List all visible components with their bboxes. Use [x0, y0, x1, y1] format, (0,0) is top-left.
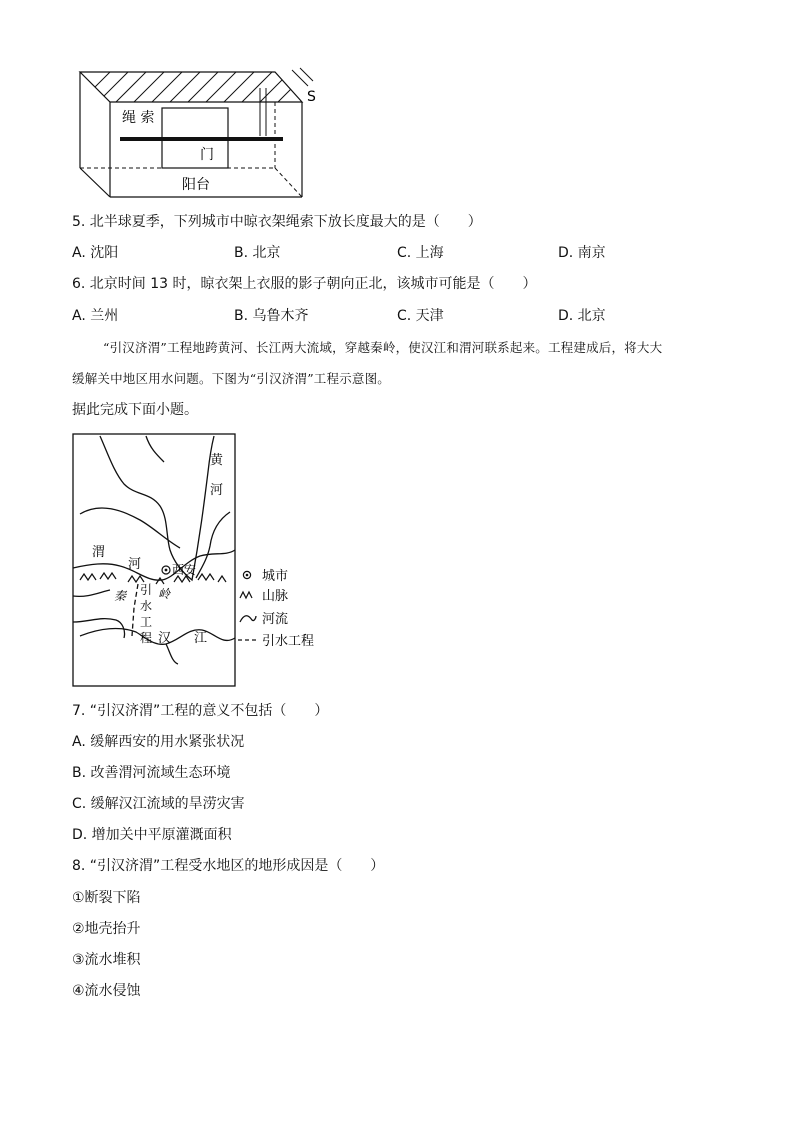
legend-water-project: 引水工程 — [262, 634, 315, 649]
q5-option-d[interactable]: D. 南京 — [558, 245, 606, 261]
wei-river-label-2: 河 — [128, 557, 142, 572]
legend-river: 河流 — [262, 612, 289, 627]
han-river-label-1: 汉 — [158, 631, 172, 646]
q5-option-a[interactable]: A. 沈阳 — [72, 245, 119, 261]
south-label: S — [307, 89, 316, 105]
question-5-stem: 5. 北半球夏季，下列城市中晾衣架绳索下放长度最大的是（ ） — [72, 214, 482, 230]
q5-option-b[interactable]: B. 北京 — [234, 245, 281, 261]
q5-option-c[interactable]: C. 上海 — [397, 245, 444, 261]
balcony-rack-figure — [70, 64, 330, 204]
wei-river-label-1: 渭 — [92, 545, 106, 560]
han-river-label-2: 江 — [194, 631, 208, 646]
water-diversion-map — [70, 432, 320, 690]
qinling-label-1: 秦 — [114, 589, 127, 603]
project-label-2: 水 — [140, 599, 153, 613]
legend-city: 城市 — [262, 569, 289, 584]
q7-option-a[interactable]: A. 缓解西安的用水紧张状况 — [72, 734, 245, 750]
question-6-stem: 6. 北京时间 13 时，晾衣架上衣服的影子朝向正北，该城市可能是（ ） — [72, 276, 537, 292]
passage-instruction: 据此完成下面小题。 — [72, 402, 198, 418]
project-label-1: 引 — [140, 583, 153, 597]
map-legend — [238, 569, 314, 649]
q6-option-b[interactable]: B. 乌鲁木齐 — [234, 308, 309, 324]
yellow-river-label-2: 河 — [210, 483, 224, 498]
q8-option-2[interactable]: ②地壳抬升 — [72, 921, 141, 937]
passage-line-1: “引汉济渭”工程地跨黄河、长江两大流域，穿越秦岭，使汉江和渭河联系起来。工程建成后，将大大 — [103, 340, 663, 355]
balcony-label: 阳台 — [182, 177, 210, 193]
door-label: 门 — [200, 147, 214, 163]
q7-option-b[interactable]: B. 改善渭河流域生态环境 — [72, 765, 231, 781]
project-label-4: 程 — [140, 631, 153, 645]
q6-option-d[interactable]: D. 北京 — [558, 308, 606, 324]
project-label-3: 工 — [140, 615, 153, 629]
legend-mountain: 山脉 — [262, 589, 289, 604]
q7-option-d[interactable]: D. 增加关中平原灌溉面积 — [72, 827, 232, 843]
qinling-label-2: 岭 — [158, 587, 171, 601]
q8-option-1[interactable]: ①断裂下陷 — [72, 890, 141, 906]
q7-option-c[interactable]: C. 缓解汉江流域的旱涝灾害 — [72, 796, 245, 812]
q8-option-4[interactable]: ④流水侵蚀 — [72, 983, 141, 999]
yellow-river-label-1: 黄 — [210, 453, 224, 468]
rope-label: 绳 索 — [122, 110, 155, 126]
xian-label: 西安 — [172, 563, 197, 577]
question-7-stem: 7. “引汉济渭”工程的意义不包括（ ） — [72, 703, 329, 719]
question-8-stem: 8. “引汉济渭”工程受水地区的地形成因是（ ） — [72, 858, 385, 874]
q8-option-3[interactable]: ③流水堆积 — [72, 952, 141, 968]
q6-option-a[interactable]: A. 兰州 — [72, 308, 119, 324]
q6-option-c[interactable]: C. 天津 — [397, 308, 444, 324]
passage-line-2: 缓解关中地区用水问题。下图为“引汉济渭”工程示意图。 — [72, 371, 390, 386]
